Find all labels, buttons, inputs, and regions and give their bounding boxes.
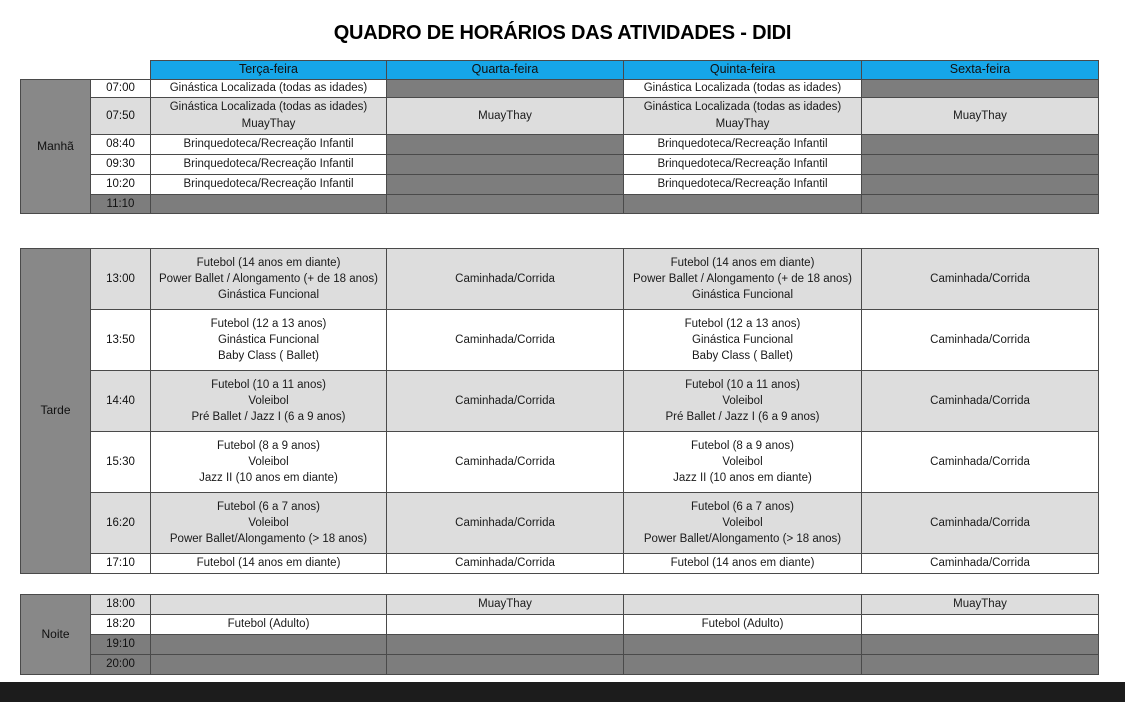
activity-cell <box>862 97 1099 134</box>
activity-line: MuayThay <box>478 598 532 611</box>
activity-cell <box>387 432 624 493</box>
table-row <box>21 655 1099 675</box>
activity-line: Caminhada/Corrida <box>455 272 555 285</box>
time-label: 18:20 <box>91 615 151 635</box>
activity-line: Pré Ballet / Jazz I (6 a 9 anos) <box>191 411 346 424</box>
activity-cell <box>151 194 387 213</box>
activity-cell <box>624 249 862 310</box>
activity-cell <box>624 595 862 615</box>
activity-cell <box>624 194 862 213</box>
activity-cell <box>862 493 1099 554</box>
schedule-table-tarde <box>20 248 1099 574</box>
activity-line: Futebol (12 a 13 anos) <box>684 317 801 330</box>
table-row <box>21 310 1099 371</box>
activity-line: Brinquedoteca/Recreação Infantil <box>183 138 354 151</box>
activity-line: Pré Ballet / Jazz I (6 a 9 anos) <box>665 411 820 424</box>
period-label-manha: Manhã <box>21 79 91 213</box>
activity-line: Baby Class ( Ballet) <box>218 350 319 363</box>
activity-cell <box>387 134 624 154</box>
activity-cell <box>151 79 387 97</box>
activity-line: Caminhada/Corrida <box>455 557 555 570</box>
activity-cell <box>151 554 387 574</box>
activity-cell <box>624 554 862 574</box>
activity-line: Futebol (Adulto) <box>701 618 784 631</box>
activity-line: Voleibol <box>722 455 763 468</box>
activity-line: Jazz II (10 anos em diante) <box>673 472 812 485</box>
table-row <box>21 194 1099 213</box>
activity-line: Power Ballet/Alongamento (> 18 anos) <box>169 533 368 546</box>
activity-line: Power Ballet / Alongamento (+ de 18 anos) <box>159 272 378 285</box>
activity-line: Caminhada/Corrida <box>455 333 555 346</box>
activity-line: Baby Class ( Ballet) <box>692 350 793 363</box>
activity-cell <box>624 174 862 194</box>
activity-line: Voleibol <box>722 394 763 407</box>
activity-line: MuayThay <box>241 117 296 130</box>
table-body-noite <box>21 595 1099 675</box>
table-body-tarde <box>21 249 1099 574</box>
time-label: 08:40 <box>91 134 151 154</box>
table-row <box>21 97 1099 134</box>
activity-cell <box>862 154 1099 174</box>
table-row <box>21 249 1099 310</box>
time-label: 09:30 <box>91 154 151 174</box>
activity-line: Voleibol <box>248 455 289 468</box>
activity-line: Ginástica Localizada (todas as idades) <box>169 101 368 114</box>
time-label: 18:00 <box>91 595 151 615</box>
table-row <box>21 595 1099 615</box>
activity-line: MuayThay <box>478 109 532 122</box>
activity-cell <box>151 615 387 635</box>
activity-cell <box>624 655 862 675</box>
activity-cell <box>624 371 862 432</box>
header-row <box>21 61 1099 80</box>
activity-cell <box>387 310 624 371</box>
activity-line: Ginástica Localizada (todas as idades) <box>643 82 842 95</box>
activity-line: Futebol (10 a 11 anos) <box>211 378 326 391</box>
activity-line: Power Ballet/Alongamento (> 18 anos) <box>643 533 842 546</box>
activity-cell <box>862 635 1099 655</box>
time-label: 11:10 <box>91 194 151 213</box>
column-header-quarta: Quarta-feira <box>387 61 624 80</box>
activity-line: Futebol (14 anos em diante) <box>196 557 341 570</box>
activity-cell <box>862 310 1099 371</box>
activity-line: Jazz II (10 anos em diante) <box>199 472 338 485</box>
activity-cell <box>151 655 387 675</box>
column-header-terca: Terça-feira <box>151 61 387 80</box>
activity-line: Caminhada/Corrida <box>455 455 555 468</box>
activity-line: Futebol (8 a 9 anos) <box>691 439 794 452</box>
activity-line: Caminhada/Corrida <box>455 394 555 407</box>
activity-cell <box>624 432 862 493</box>
activity-line: Brinquedoteca/Recreação Infantil <box>657 158 828 171</box>
activity-cell <box>151 493 387 554</box>
activity-cell <box>151 371 387 432</box>
time-label: 17:10 <box>91 554 151 574</box>
activity-cell <box>151 635 387 655</box>
activity-line: Voleibol <box>248 516 289 529</box>
activity-line: Ginástica Localizada (todas as idades) <box>169 82 368 95</box>
activity-line: Caminhada/Corrida <box>455 516 555 529</box>
activity-line: Futebol (14 anos em diante) <box>670 557 815 570</box>
table-row <box>21 174 1099 194</box>
activity-cell <box>387 249 624 310</box>
bottom-bar <box>0 682 1125 702</box>
activity-line: Voleibol <box>722 516 763 529</box>
time-label: 19:10 <box>91 635 151 655</box>
activity-cell <box>624 635 862 655</box>
activity-line: Ginástica Funcional <box>218 289 319 302</box>
activity-cell <box>387 493 624 554</box>
period-label-noite: Noite <box>21 595 91 675</box>
header-spacer-period <box>21 61 91 80</box>
activity-line: Brinquedoteca/Recreação Infantil <box>183 158 354 171</box>
activity-line: Futebol (14 anos em diante) <box>670 256 815 269</box>
time-label: 10:20 <box>91 174 151 194</box>
activity-cell <box>624 493 862 554</box>
activity-line: Ginástica Funcional <box>692 333 793 346</box>
activity-cell <box>624 79 862 97</box>
activity-line: Futebol (6 a 7 anos) <box>217 500 320 513</box>
activity-line: Brinquedoteca/Recreação Infantil <box>657 138 828 151</box>
time-label: 13:00 <box>91 249 151 310</box>
activity-line: Caminhada/Corrida <box>930 557 1030 570</box>
activity-line: Ginástica Funcional <box>692 289 793 302</box>
table-row <box>21 79 1099 97</box>
activity-line: Futebol (12 a 13 anos) <box>210 317 327 330</box>
activity-cell <box>624 154 862 174</box>
activity-cell <box>862 249 1099 310</box>
time-label: 16:20 <box>91 493 151 554</box>
activity-cell <box>624 310 862 371</box>
activity-cell <box>387 635 624 655</box>
activity-cell <box>151 174 387 194</box>
activity-line: Ginástica Funcional <box>218 333 319 346</box>
table-row <box>21 154 1099 174</box>
table-row <box>21 635 1099 655</box>
activity-cell <box>862 194 1099 213</box>
activity-line: Brinquedoteca/Recreação Infantil <box>183 178 354 191</box>
activity-line: Caminhada/Corrida <box>930 516 1030 529</box>
activity-line: MuayThay <box>953 598 1007 611</box>
activity-cell <box>862 554 1099 574</box>
activity-line: Caminhada/Corrida <box>930 272 1030 285</box>
schedule-table-noite <box>20 594 1099 675</box>
activity-line: MuayThay <box>715 117 770 130</box>
activity-cell <box>151 134 387 154</box>
activity-line: Caminhada/Corrida <box>930 333 1030 346</box>
activity-cell <box>387 615 624 635</box>
activity-line: MuayThay <box>953 109 1007 122</box>
activity-line: Caminhada/Corrida <box>930 394 1030 407</box>
table-row <box>21 615 1099 635</box>
activity-cell <box>862 615 1099 635</box>
activity-line: Futebol (10 a 11 anos) <box>685 378 800 391</box>
period-label-tarde: Tarde <box>21 249 91 574</box>
activity-line: Futebol (8 a 9 anos) <box>217 439 320 452</box>
column-header-sexta: Sexta-feira <box>862 61 1099 80</box>
activity-line: Caminhada/Corrida <box>930 455 1030 468</box>
activity-cell <box>862 432 1099 493</box>
activity-cell <box>387 371 624 432</box>
activity-cell <box>624 134 862 154</box>
activity-cell <box>387 154 624 174</box>
activity-cell <box>151 154 387 174</box>
activity-cell <box>862 174 1099 194</box>
activity-cell <box>624 97 862 134</box>
activity-cell <box>387 595 624 615</box>
table-row <box>21 371 1099 432</box>
activity-cell <box>387 97 624 134</box>
activity-line: Futebol (14 anos em diante) <box>196 256 341 269</box>
activity-cell <box>624 615 862 635</box>
schedule-table-manha <box>20 60 1099 214</box>
activity-cell <box>387 174 624 194</box>
activity-cell <box>151 432 387 493</box>
page-title: QUADRO DE HORÁRIOS DAS ATIVIDADES - DIDI <box>333 22 792 44</box>
activity-cell <box>151 595 387 615</box>
activity-cell <box>387 79 624 97</box>
activity-cell <box>862 79 1099 97</box>
time-label: 13:50 <box>91 310 151 371</box>
activity-cell <box>862 655 1099 675</box>
activity-line: Voleibol <box>248 394 289 407</box>
activity-cell <box>387 194 624 213</box>
table-body-manha <box>21 79 1099 213</box>
activity-line: Futebol (Adulto) <box>227 618 310 631</box>
activity-line: Futebol (6 a 7 anos) <box>691 500 794 513</box>
activity-line: Ginástica Localizada (todas as idades) <box>643 101 842 114</box>
time-label: 07:50 <box>91 97 151 134</box>
activity-line: Brinquedoteca/Recreação Infantil <box>657 178 828 191</box>
table-row <box>21 134 1099 154</box>
activity-cell <box>862 595 1099 615</box>
activity-cell <box>387 554 624 574</box>
activity-cell <box>151 97 387 134</box>
activity-cell <box>862 371 1099 432</box>
table-header <box>21 61 1099 80</box>
table-row <box>21 554 1099 574</box>
activity-line: Power Ballet / Alongamento (+ de 18 anos) <box>633 272 852 285</box>
time-label: 07:00 <box>91 79 151 97</box>
time-label: 15:30 <box>91 432 151 493</box>
activity-cell <box>151 310 387 371</box>
header-spacer-time <box>91 61 151 80</box>
time-label: 20:00 <box>91 655 151 675</box>
activity-cell <box>387 655 624 675</box>
activity-cell <box>151 249 387 310</box>
table-row <box>21 493 1099 554</box>
column-header-quinta: Quinta-feira <box>624 61 862 80</box>
table-row <box>21 432 1099 493</box>
time-label: 14:40 <box>91 371 151 432</box>
activity-cell <box>862 134 1099 154</box>
